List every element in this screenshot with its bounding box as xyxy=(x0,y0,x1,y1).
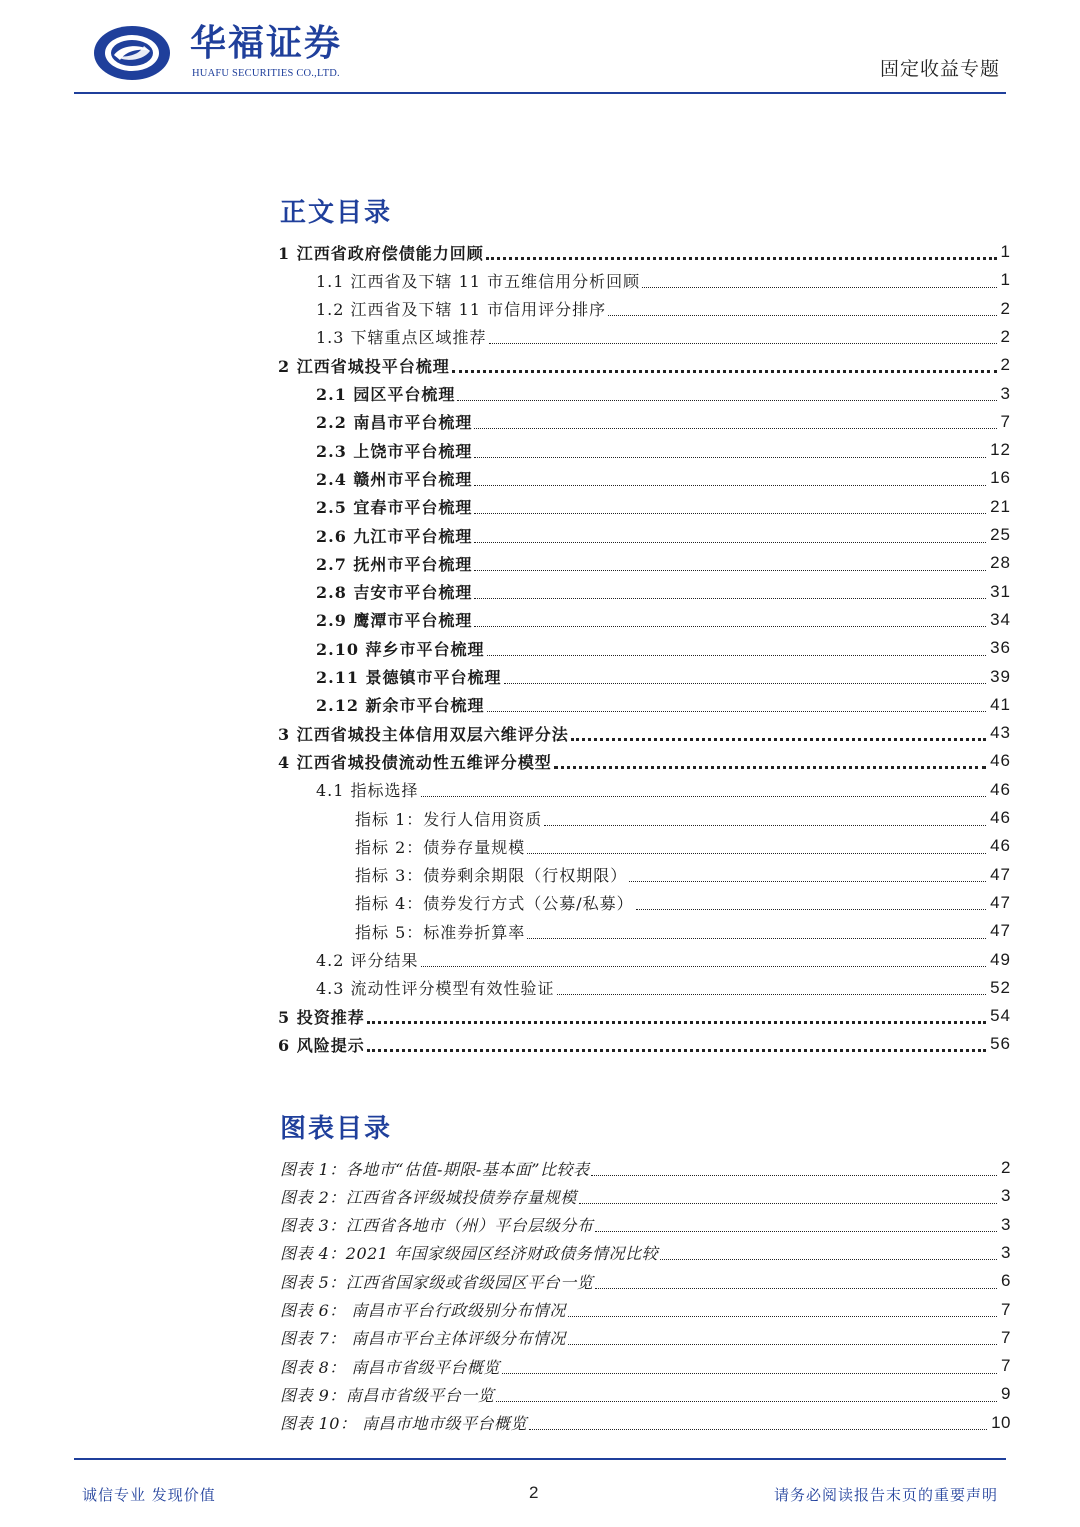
toc-entry-page: 2 xyxy=(1000,355,1011,375)
toc-entry[interactable] xyxy=(316,578,1011,606)
toc-entry-label: 4.2 评分结果 xyxy=(316,951,419,970)
dot-leader xyxy=(367,1049,986,1052)
dot-leader xyxy=(591,1175,997,1176)
dot-leader xyxy=(504,683,987,684)
toc-entry-label: 2.8 吉安市平台梳理 xyxy=(316,583,473,603)
toc-entry-page: 46 xyxy=(990,836,1011,856)
toc-entry-label: 6 风险提示 xyxy=(278,1035,365,1055)
toc-entry-label: 2.1 园区平台梳理 xyxy=(316,385,456,404)
toc-entry-label: 2.11 景德镇市平台梳理 xyxy=(316,668,502,687)
figure-entry[interactable] xyxy=(280,1182,1011,1210)
toc-entry-label: 1.1 江西省及下辖 11 市五维信用分析回顾 xyxy=(316,271,641,291)
figure-entry-page: 3 xyxy=(1001,1186,1011,1206)
figure-entry[interactable] xyxy=(280,1352,1011,1380)
toc-entry-page: 41 xyxy=(990,694,1011,714)
toc-entry-page: 47 xyxy=(990,892,1011,912)
dot-leader xyxy=(557,994,987,995)
dot-leader xyxy=(608,315,996,316)
toc-entry[interactable] xyxy=(278,747,1011,775)
toc-entry[interactable] xyxy=(316,408,1011,436)
dot-leader xyxy=(487,711,987,712)
figure-entry-label: 图表 3：江西省各地市（州）平台层级分布 xyxy=(280,1216,594,1236)
toc-entry[interactable] xyxy=(316,974,1011,1002)
figure-entry-label: 图表 1：各地市“估值-期限-基本面”比较表 xyxy=(280,1159,590,1179)
toc-entry-label: 1 江西省政府偿债能力回顾 xyxy=(278,243,484,263)
figure-entry-page: 7 xyxy=(1001,1327,1011,1347)
toc-entry-label: 指标 1：发行人信用资质 xyxy=(355,809,543,829)
figure-entry[interactable] xyxy=(280,1409,1011,1437)
toc-entry-page: 39 xyxy=(990,666,1011,686)
toc-entry[interactable] xyxy=(278,238,1011,266)
footer-disclaimer: 请务必阅读报告末页的重要声明 xyxy=(773,1486,998,1504)
footer-divider xyxy=(74,1458,1006,1460)
toc-entry[interactable] xyxy=(316,323,1011,351)
toc-entry-label: 指标 4：债券发行方式（公募/私募） xyxy=(355,894,634,914)
toc-entry[interactable] xyxy=(316,549,1011,577)
dot-leader xyxy=(487,655,987,656)
figure-entry[interactable] xyxy=(280,1324,1011,1352)
dot-leader xyxy=(489,343,997,344)
toc-entry-page: 46 xyxy=(990,779,1011,799)
toc-entry-label: 1.3 下辖重点区域推荐 xyxy=(316,328,487,348)
brand-name-cn: 华福证券 xyxy=(190,23,343,64)
toc-entry[interactable] xyxy=(355,861,1011,889)
dot-leader xyxy=(642,287,996,288)
toc-entry-page: 2 xyxy=(1000,326,1011,346)
toc-entry-label: 2.2 南昌市平台梳理 xyxy=(316,413,473,433)
dot-leader xyxy=(568,1316,997,1317)
toc-entry[interactable] xyxy=(278,719,1011,747)
toc-entry-label: 4.3 流动性评分模型有效性验证 xyxy=(316,979,555,999)
toc-entry-label: 2.10 萍乡市平台梳理 xyxy=(316,639,485,659)
toc-entry-page: 56 xyxy=(990,1034,1011,1054)
dot-leader xyxy=(474,513,986,514)
toc-entry-page: 46 xyxy=(990,808,1011,827)
figure-entry[interactable] xyxy=(280,1296,1011,1324)
toc-entry[interactable] xyxy=(355,832,1011,860)
dot-leader xyxy=(474,485,986,486)
dot-leader xyxy=(529,1429,987,1430)
dot-leader xyxy=(367,1021,986,1024)
toc-entry[interactable] xyxy=(316,295,1011,323)
toc-entry-page: 54 xyxy=(990,1006,1011,1026)
dot-leader xyxy=(629,881,986,882)
figure-entry[interactable] xyxy=(280,1239,1011,1267)
huafu-logo-icon xyxy=(92,24,172,82)
dot-leader xyxy=(486,257,997,260)
figure-entry-page: 7 xyxy=(1001,1299,1011,1319)
toc-entry-label: 2 江西省城投平台梳理 xyxy=(278,356,450,376)
toc-entry[interactable] xyxy=(316,380,1011,408)
toc-entry-page: 2 xyxy=(1000,298,1011,318)
toc-entry[interactable] xyxy=(316,634,1011,662)
figure-entry-page: 10 xyxy=(991,1412,1011,1432)
toc-entry-page: 46 xyxy=(990,751,1011,771)
toc-entry-page: 36 xyxy=(990,638,1011,658)
dot-leader xyxy=(474,428,996,429)
dot-leader xyxy=(421,796,987,797)
figure-entry-page: 2 xyxy=(1001,1158,1011,1177)
toc-entry-label: 5 投资推荐 xyxy=(278,1007,365,1027)
toc-entry-page: 43 xyxy=(990,723,1011,743)
toc-entry[interactable] xyxy=(316,776,1011,804)
dot-leader xyxy=(474,457,986,458)
dot-leader xyxy=(527,938,986,939)
figure-entry[interactable] xyxy=(280,1267,1011,1295)
toc-entry-page: 3 xyxy=(1000,383,1011,403)
page-number: 2 xyxy=(529,1483,539,1502)
dot-leader xyxy=(474,598,986,599)
dot-leader xyxy=(579,1203,997,1204)
toc-entry[interactable] xyxy=(278,351,1011,379)
figure-entry-page: 6 xyxy=(1001,1271,1011,1291)
dot-leader xyxy=(474,542,986,543)
toc-entry-label: 2.5 宜春市平台梳理 xyxy=(316,498,473,518)
figure-entry-label: 图表 4：2021 年国家级园区经济财政债务情况比较 xyxy=(280,1244,659,1264)
figure-entry-page: 9 xyxy=(1001,1384,1011,1404)
figure-entry-label: 图表 10： 南昌市地市级平台概览 xyxy=(280,1414,528,1434)
toc-entry-page: 16 xyxy=(990,468,1011,488)
toc-entry-label: 4.1 指标选择 xyxy=(316,781,419,801)
dot-leader xyxy=(496,1401,997,1402)
figure-entry[interactable] xyxy=(280,1154,1011,1182)
toc-entry-page: 34 xyxy=(990,609,1011,629)
toc-entry-page: 25 xyxy=(990,525,1011,544)
page-header xyxy=(0,0,1080,96)
dot-leader xyxy=(660,1259,997,1260)
dot-leader xyxy=(474,626,986,627)
toc-entry[interactable] xyxy=(278,1030,1011,1058)
toc-entry[interactable] xyxy=(316,266,1011,294)
toc-entry-label: 3 江西省城投主体信用双层六维评分法 xyxy=(278,724,569,744)
figure-entry-label: 图表 5：江西省国家级或省级园区平台一览 xyxy=(280,1272,594,1292)
toc-entry[interactable] xyxy=(355,889,1011,917)
dot-leader xyxy=(452,370,997,373)
figure-entry[interactable] xyxy=(280,1211,1011,1239)
toc-entry-page: 31 xyxy=(990,581,1011,601)
toc-entry-label: 2.4 赣州市平台梳理 xyxy=(316,469,473,489)
toc-entry[interactable] xyxy=(316,464,1011,492)
toc-title: 正文目录 xyxy=(280,198,393,228)
toc-entry-label: 指标 2：债券存量规模 xyxy=(355,837,526,857)
toc-entry-label: 2.9 鹰潭市平台梳理 xyxy=(316,611,473,631)
dot-leader xyxy=(568,1344,997,1345)
toc-entry-label: 2.3 上饶市平台梳理 xyxy=(316,441,473,461)
report-type: 固定收益专题 xyxy=(879,58,1000,80)
toc-entry[interactable] xyxy=(316,521,1011,549)
toc-entry-label: 2.12 新余市平台梳理 xyxy=(316,696,485,716)
toc-entry[interactable] xyxy=(316,606,1011,634)
figure-entry-label: 图表 2：江西省各评级城投债券存量规模 xyxy=(280,1187,577,1207)
toc-entry-label: 2.7 抚州市平台梳理 xyxy=(316,554,473,574)
toc-entry-label: 4 江西省城投债流动性五维评分模型 xyxy=(278,752,552,772)
toc-entry-page: 47 xyxy=(990,864,1011,884)
figure-entry-label: 图表 7： 南昌市平台主体评级分布情况 xyxy=(280,1329,566,1349)
toc-entry[interactable] xyxy=(278,1002,1011,1030)
figure-entry-page: 3 xyxy=(1001,1242,1011,1262)
dot-leader xyxy=(571,738,986,741)
toc-entry-page: 28 xyxy=(990,553,1011,573)
toc-entry-page: 7 xyxy=(1000,411,1011,431)
toc-entry[interactable] xyxy=(316,436,1011,464)
dot-leader xyxy=(595,1231,997,1232)
toc-entry-label: 指标 3：债券剩余期限（行权期限） xyxy=(355,866,628,886)
toc-entry[interactable] xyxy=(316,493,1011,521)
dot-leader xyxy=(474,570,986,571)
figure-list-title: 图表目录 xyxy=(280,1114,393,1144)
toc-entry[interactable] xyxy=(316,946,1011,974)
toc-entry[interactable] xyxy=(316,691,1011,719)
dot-leader xyxy=(554,766,986,769)
toc-entry-label: 指标 5：标准券折算率 xyxy=(355,922,526,942)
figure-entry-label: 图表 6： 南昌市平台行政级别分布情况 xyxy=(280,1301,566,1320)
dot-leader xyxy=(527,853,986,854)
dot-leader xyxy=(502,1373,997,1374)
dot-leader xyxy=(636,909,986,910)
dot-leader xyxy=(544,825,986,826)
toc-entry-label: 2.6 九江市平台梳理 xyxy=(316,526,473,546)
toc-entry-page: 1 xyxy=(1000,242,1011,261)
dot-leader xyxy=(457,400,996,401)
figure-entry-label: 图表 9：南昌市省级平台一览 xyxy=(280,1385,495,1405)
figure-entry-page: 3 xyxy=(1001,1214,1011,1234)
header-divider xyxy=(74,92,1006,94)
toc-entry-page: 1 xyxy=(1000,270,1011,290)
figure-entry-page: 7 xyxy=(1001,1356,1011,1376)
footer-slogan: 诚信专业 发现价值 xyxy=(82,1486,216,1504)
toc-entry-label: 1.2 江西省及下辖 11 市信用评分排序 xyxy=(316,300,607,320)
figure-entry[interactable] xyxy=(280,1380,1011,1408)
toc-entry[interactable] xyxy=(355,804,1011,832)
brand-name-en: HUAFU SECURITIES CO.,LTD. xyxy=(192,68,340,79)
dot-leader xyxy=(595,1288,997,1289)
toc-entry[interactable] xyxy=(355,917,1011,945)
toc-entry-page: 21 xyxy=(990,496,1011,516)
dot-leader xyxy=(421,966,987,967)
toc-entry[interactable] xyxy=(316,663,1011,691)
toc-entry-page: 52 xyxy=(990,977,1011,997)
toc-entry-page: 49 xyxy=(990,949,1011,969)
toc-entry-page: 12 xyxy=(990,440,1011,460)
toc-entry-page: 47 xyxy=(990,921,1011,941)
figure-entry-label: 图表 8： 南昌市省级平台概览 xyxy=(280,1357,500,1377)
